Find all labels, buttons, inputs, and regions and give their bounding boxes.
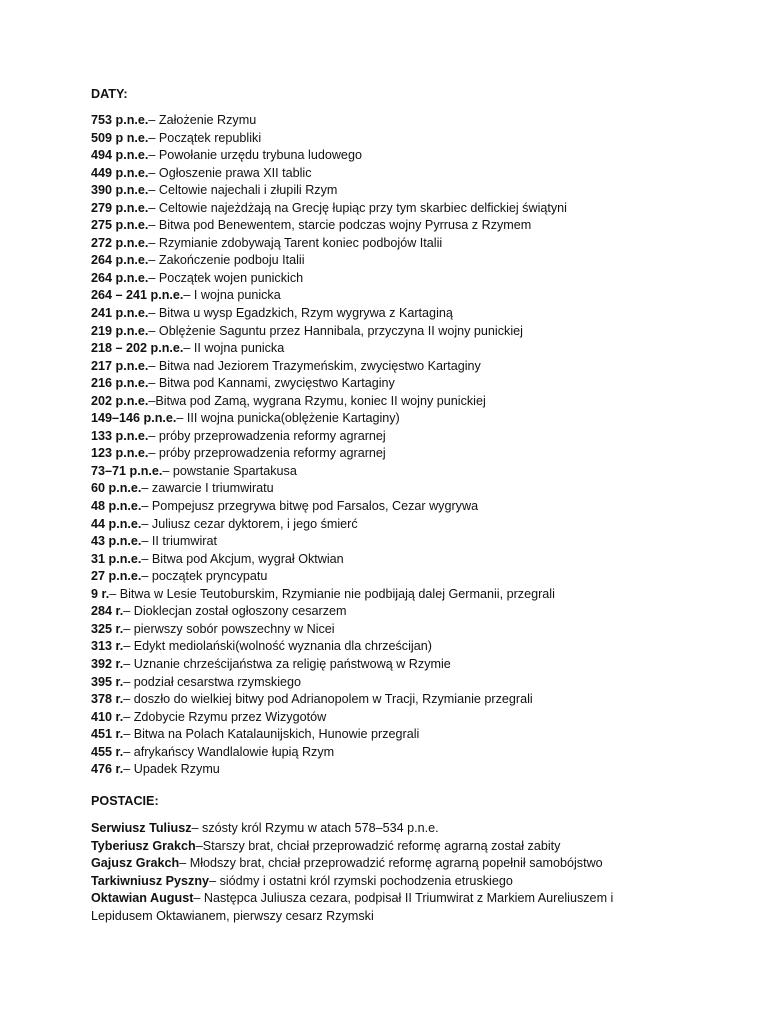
- date-description: – Bitwa pod Kannami, zwycięstwo Kartaginy: [148, 376, 395, 391]
- date-value: 202 p.n.e.: [91, 393, 149, 408]
- date-entry: [91, 586, 731, 604]
- person-name: Oktawian August: [91, 891, 194, 905]
- date-value: 27 p.n.e.: [91, 569, 142, 584]
- date-value: 494 p.n.e.: [91, 148, 149, 163]
- date-description: – Oblężenie Saguntu przez Hannibala, przyczyna II wojny punickiej: [148, 323, 523, 338]
- date-description: – Założenie Rzymu: [148, 113, 257, 127]
- date-entry: [91, 480, 731, 498]
- date-entry: [91, 744, 731, 762]
- date-entry: [91, 498, 731, 516]
- date-description: – pierwszy sobór powszechny w Nicei: [123, 621, 335, 636]
- date-value: 455 r.: [91, 744, 124, 759]
- person-entry: [91, 855, 631, 873]
- date-description: – Upadek Rzymu: [123, 762, 220, 777]
- people-list: [91, 820, 631, 925]
- date-value: 509 p n.e.: [91, 130, 149, 145]
- date-entry: [91, 568, 731, 586]
- date-entry: [91, 551, 731, 569]
- date-entry: [91, 147, 731, 165]
- date-value: 216 p.n.e.: [91, 376, 149, 391]
- person-name: Tyberiusz Grakch: [91, 838, 196, 853]
- date-description: – Bitwa w Lesie Teutoburskim, Rzymianie nie podbijają dalej Germanii, przegrali: [109, 586, 555, 601]
- date-value: 395 r.: [91, 674, 124, 689]
- date-entry: [91, 130, 731, 148]
- date-description: – próby przeprowadzenia reformy agrarnej: [148, 446, 386, 461]
- person-name: Gajusz Grakch: [91, 856, 180, 870]
- date-description: – doszło do wielkiej bitwy pod Adrianopolem w Tracji, Rzymianie przegrali: [123, 692, 533, 707]
- date-value: 313 r.: [91, 639, 124, 654]
- date-entry: [91, 656, 731, 674]
- date-value: 9 r.: [91, 586, 110, 601]
- date-entry: [91, 410, 731, 428]
- date-entry: [91, 463, 731, 481]
- date-description: – Edykt mediolański(wolność wyznania dla chrześcijan): [123, 639, 432, 654]
- date-entry: [91, 375, 731, 393]
- date-description: – Celtowie najeżdżają na Grecję łupiąc przy tym skarbiec delfickiej świątyni: [148, 200, 567, 215]
- date-entry: [91, 270, 731, 288]
- date-value: 279 p.n.e.: [91, 200, 149, 215]
- date-value: 272 p.n.e.: [91, 235, 149, 250]
- date-entry: [91, 516, 731, 534]
- date-description: – Zdobycie Rzymu przez Wizygotów: [123, 709, 327, 724]
- date-value: 264 p.n.e.: [91, 253, 149, 268]
- date-entry: [91, 533, 731, 551]
- person-description: – siódmy i ostatni król rzymski pochodzenia etruskiego: [209, 873, 513, 888]
- person-description: – szósty król Rzymu w atach 578–534 p.n.e.: [191, 821, 439, 835]
- date-description: – Ogłoszenie prawa XII tablic: [148, 165, 312, 180]
- date-value: 133 p.n.e.: [91, 428, 149, 443]
- person-name: Serwiusz Tuliusz: [91, 821, 192, 835]
- date-description: – Początek wojen punickich: [148, 270, 304, 285]
- date-value: 264 – 241 p.n.e.: [91, 288, 184, 303]
- date-description: – Bitwa pod Akcjum, wygrał Oktwian: [141, 551, 344, 566]
- date-value: 73–71 p.n.e.: [91, 463, 163, 478]
- person-description: – Następca Juliusza cezara, podpisał II Triumwirat z Markiem Aureliuszem i Lepidusem Oktawianem, pierwszy cesarz Rzymski: [91, 891, 614, 923]
- dates-heading: DATY:: [91, 87, 128, 101]
- date-entry: [91, 428, 731, 446]
- date-description: – Początek republiki: [148, 130, 262, 145]
- date-value: 149–146 p.n.e.: [91, 411, 177, 426]
- date-value: 60 p.n.e.: [91, 481, 142, 496]
- people-heading: POSTACIE:: [91, 794, 159, 808]
- date-description: – II wojna punicka: [183, 341, 285, 356]
- date-entry: [91, 305, 731, 323]
- date-entry: [91, 638, 731, 656]
- date-value: 476 r.: [91, 762, 124, 777]
- date-value: 392 r.: [91, 656, 124, 671]
- date-value: 219 p.n.e.: [91, 323, 149, 338]
- date-entry: [91, 691, 731, 709]
- date-value: 218 – 202 p.n.e.: [91, 341, 184, 356]
- date-entry: [91, 445, 731, 463]
- person-entry: [91, 820, 631, 838]
- date-entry: [91, 287, 731, 305]
- date-value: 390 p.n.e.: [91, 183, 149, 198]
- date-description: – Bitwa u wysp Egadzkich, Rzym wygrywa z Kartaginą: [148, 306, 453, 321]
- date-entry: [91, 358, 731, 376]
- date-value: 378 r.: [91, 692, 124, 707]
- date-description: – zawarcie I triumwiratu: [141, 481, 274, 496]
- date-entry: [91, 674, 731, 692]
- date-description: – podział cesarstwa rzymskiego: [123, 674, 302, 689]
- date-value: 44 p.n.e.: [91, 516, 142, 531]
- date-entry: [91, 217, 731, 235]
- person-entry: [91, 838, 631, 856]
- person-entry: [91, 890, 631, 925]
- date-value: 451 r.: [91, 727, 124, 742]
- date-description: – III wojna punicka(oblężenie Kartaginy): [176, 411, 400, 426]
- date-entry: [91, 340, 731, 358]
- date-entry: [91, 252, 731, 270]
- date-entry: [91, 182, 731, 200]
- date-description: –Bitwa pod Zamą, wygrana Rzymu, koniec II wojny punickiej: [148, 393, 486, 408]
- date-entry: [91, 323, 731, 341]
- date-description: – próby przeprowadzenia reformy agrarnej: [148, 428, 386, 443]
- date-value: 43 p.n.e.: [91, 534, 142, 549]
- date-description: – I wojna punicka: [183, 288, 281, 303]
- person-name: Tarkiwniusz Pyszny: [91, 873, 210, 888]
- date-description: – Bitwa na Polach Katalaunijskich, Hunowie przegrali: [123, 727, 420, 742]
- date-description: – Powołanie urzędu trybuna ludowego: [148, 148, 362, 163]
- date-value: 449 p.n.e.: [91, 165, 149, 180]
- date-value: 325 r.: [91, 621, 124, 636]
- date-value: 217 p.n.e.: [91, 358, 149, 373]
- date-value: 31 p.n.e.: [91, 551, 142, 566]
- date-entry: [91, 726, 731, 744]
- date-description: – II triumwirat: [141, 534, 217, 549]
- date-entry: [91, 235, 731, 253]
- date-value: 48 p.n.e.: [91, 499, 142, 514]
- date-entry: [91, 112, 731, 130]
- date-description: – Dioklecjan został ogłoszony cesarzem: [123, 604, 347, 619]
- dates-list: [91, 112, 731, 779]
- date-entry: [91, 393, 731, 411]
- date-entry: [91, 165, 731, 183]
- person-entry: [91, 873, 631, 891]
- date-entry: [91, 621, 731, 639]
- date-description: – Juliusz cezar dyktorem, i jego śmierć: [141, 516, 358, 531]
- date-description: – początek pryncypatu: [141, 569, 268, 584]
- date-description: – Bitwa nad Jeziorem Trazymeńskim, zwycięstwo Kartaginy: [148, 358, 481, 373]
- date-value: 410 r.: [91, 709, 124, 724]
- date-entry: [91, 709, 731, 727]
- date-description: – Zakończenie podboju Italii: [148, 253, 305, 268]
- date-value: 275 p.n.e.: [91, 218, 149, 233]
- date-value: 241 p.n.e.: [91, 306, 149, 321]
- date-description: – Bitwa pod Benewentem, starcie podczas wojny Pyrrusa z Rzymem: [148, 218, 532, 233]
- date-value: 753 p.n.e.: [91, 113, 149, 127]
- date-description: – powstanie Spartakusa: [162, 463, 297, 478]
- date-value: 264 p.n.e.: [91, 270, 149, 285]
- date-entry: [91, 761, 731, 779]
- person-description: – Młodszy brat, chciał przeprowadzić reformę agrarną popełnił samobójstwo: [179, 856, 603, 870]
- date-value: 284 r.: [91, 604, 124, 619]
- date-description: – Rzymianie zdobywają Tarent koniec podbojów Italii: [148, 235, 443, 250]
- date-description: – afrykańscy Wandlalowie łupią Rzym: [123, 744, 335, 759]
- date-value: 123 p.n.e.: [91, 446, 149, 461]
- date-description: – Uznanie chrześcijaństwa za religię państwową w Rzymie: [123, 656, 451, 671]
- date-description: – Pompejusz przegrywa bitwę pod Farsalos, Cezar wygrywa: [141, 499, 479, 514]
- person-description: –Starszy brat, chciał przeprowadzić reformę agrarną został zabity: [195, 838, 561, 853]
- date-entry: [91, 603, 731, 621]
- date-entry: [91, 200, 731, 218]
- date-description: – Celtowie najechali i złupili Rzym: [148, 183, 338, 198]
